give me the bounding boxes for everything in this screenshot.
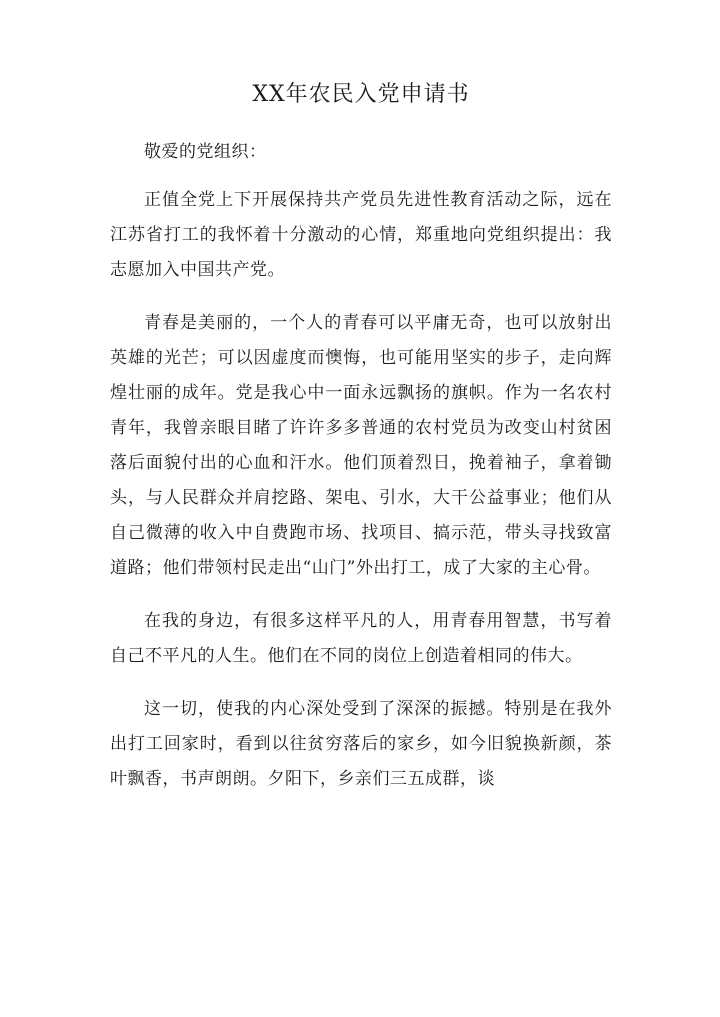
paragraph-4: 这一切，使我的内心深处受到了深深的振撼。特别是在我外出打工回家时，看到以往贫穷落后的家乡，如今旧貌换新颜，茶叶飘香，书声朗朗。夕阳下，乡亲们三五成群，谈 — [110, 699, 612, 789]
document-page — [110, 80, 612, 815]
salutation: 敬爱的党组织： — [144, 142, 267, 162]
paragraph-3: 在我的身边，有很多这样平凡的人，用青春用智慧，书写着自己不平凡的人生。他们在不同的岗位上创造着相同的伟大。 — [110, 611, 612, 666]
paragraph-1: 正值全党上下开展保持共产党员先进性教育活动之际，远在江苏省打工的我怀着十分激动的心情，郑重地向党组织提出：我志愿加入中国共产党。 — [110, 190, 612, 280]
document-title: XX年农民入党申请书 — [252, 82, 470, 107]
paragraph-2: 青春是美丽的，一个人的青春可以平庸无奇，也可以放射出英雄的光芒；可以因虚度而懊悔，也可能用坚实的步子，走向辉煌壮丽的成年。党是我心中一面永远飘扬的旗帜。作为一名农村青年，我曾亲眼目睹了许许多多普通的农村党员为改变山村贫困落后面貌付出的心血和汗水。他们顶着烈日，挽着袖子，拿着锄头，与人民群众并肩挖路、架电、引水，大干公益事业；他们从自己微薄的收入中自费跑市场、找项目、搞示范，带头寻找致富道路；他们带领村民走出“山门”外出打工，成了大家的主心骨。 — [110, 313, 612, 578]
